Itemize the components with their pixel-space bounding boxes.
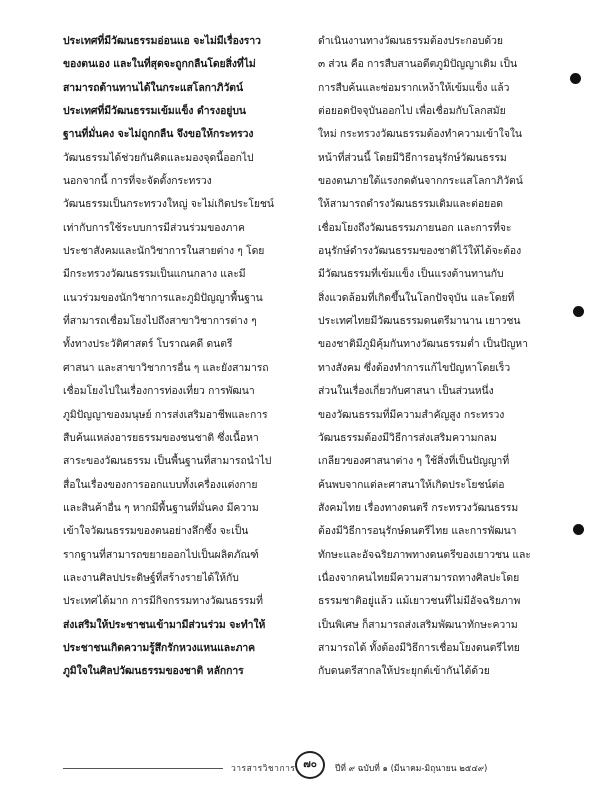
text-line: ประเทศได้มาก การมีกิจกรรมทางวัฒนธรรมที่ [63,595,263,608]
left-text-column [63,30,309,684]
text-line: เชื่อมโยงถึงวัฒนธรรมภายนอก และการที่จะ [318,221,512,234]
text-line: วัฒนธรรมต้องมีวิธีการส่งเสริมความกลม [318,431,497,444]
text-line: ของชาติมีภูมิคุ้มกันทางวัฒนธรรมต่ำ เป็นปัญหา [318,338,528,351]
text-line: ที่สามารถเชื่อมโยงไปถึงสาขาวิชาการต่าง ๆ [63,315,257,328]
text-line: ของตนภายใต้แรงกดดันจากกระแสโลกาภิวัตน์ [318,175,523,188]
text-line: เนื่องจากคนไทยมีความสามารถทางศิลปะโดย [318,571,520,584]
text-line: ประเทศไทยมีวัฒนธรรมดนตรีมานาน เยาวชน [318,315,521,328]
text-line: เกลียวของศาสนาต่าง ๆ ใช้สิ่งที่เป็นปัญญาที่ [318,455,510,468]
page-number: ๗๐ [295,751,325,779]
text-line: ส่วนในเรื่องเกี่ยวกับศาสนา เป็นส่วนหนึ่ง [318,385,494,398]
text-line: ภูมิใจในศิลปวัฒนธรรมของชาติ หลักการ [63,665,244,678]
text-line: ของวัฒนธรรมที่มีความสำคัญสูง กระทรวง [318,408,505,421]
text-line: ให้สามารถดำรงวัฒนธรรมเดิมและต่อยอด [318,198,503,211]
text-line: สามารถต้านทานได้ในกระแสโลกาภิวัตน์ [63,81,244,94]
text-line: มีวัฒนธรรมที่เข้มแข็ง เป็นแรงต้านทานกับ [318,268,504,281]
text-line: ต้องมีวิธีการอนุรักษ์ดนตรีไทย และการพัฒนา [318,525,517,538]
text-line: ดำเนินงานทางวัฒนธรรมต้องประกอบด้วย [318,35,503,47]
text-line: การสืบค้นและซ่อมรากเหง้าให้เข้มแข็ง แล้ว [318,81,510,94]
text-line: วัฒนธรรมได้ช่วยกันคิดและมองจุดนี้ออกไป [63,151,254,164]
text-line: ค้นพบจากแต่ละศาสนาให้เกิดประโยชน์ต่อ [318,478,505,491]
text-line: และงานศิลปประดิษฐ์ที่สร้างรายได้ให้กับ [63,571,239,584]
issue-info: ปีที่ ๙ ฉบับที่ ๑ (มีนาคม-มิถุนายน ๒๕๔๙) [335,764,488,774]
text-line: ประชาสังคมและนักวิชาการในสายต่าง ๆ โดย [63,245,265,258]
text-line: เป็นพิเศษ ก็สามารถส่งเสริมพัฒนาทักษะความ [318,618,518,631]
text-line: ประเทศที่มีวัฒนธรรมเข้มแข็ง ดำรงอยู่บน [63,105,246,118]
text-line: สามารถได้ ทั้งต้องมีวิธีการเชื่อมโยงดนตรีไทย [318,641,520,654]
text-line: สิ่งแวดล้อมที่เกิดขึ้นในโลกปัจจุบัน และโดยที่ [318,291,515,304]
text-line: ของตนเอง และในที่สุดจะถูกกลืนโดยสิ่งที่ไม่ [63,58,256,71]
text-line: ศาสนา และสาขาวิชาการอื่น ๆ และยังสามารถ [63,361,269,374]
text-line: ๓ ส่วน คือ การสืบสานอดีตภูมิปัญญาเดิม เป็น [318,58,518,71]
margin-bullet-1 [570,73,581,84]
text-line: นอกจากนี้ การที่จะจัดตั้งกระทรวง [63,175,212,188]
text-line: ทางสังคม ซึ่งต้องทำการแก้ไขปัญหาโดยเร็ว [318,361,511,374]
text-line: เข้าใจวัฒนธรรมของตนอย่างลึกซึ้ง จะเป็น [63,525,249,538]
text-line: ภูมิปัญญาของมนุษย์ การส่งเสริมอาชีพและการ [63,408,268,421]
text-line: มีกระทรวงวัฒนธรรมเป็นแกนกลาง และมี [63,268,246,281]
text-line: ประชาชนเกิดความรู้สึกรักหวงแหนและภาค [63,641,256,654]
right-text-column [318,30,564,684]
text-line: สาระของวัฒนธรรม เป็นพื้นฐานที่สามารถนำไป [63,455,272,468]
text-line: เท่ากับการใช้ระบบการมีส่วนร่วมของภาค [63,221,245,234]
text-line: ใหม่ กระทรวงวัฒนธรรมต้องทำความเข้าใจใน [318,128,522,141]
text-line: ทักษะและอัจฉริยภาพทางดนตรีของเยาวชน และ [318,548,531,561]
text-line: ประเทศที่มีวัฒนธรรมอ่อนแอ จะไม่มีเรื่องราว [63,35,261,47]
margin-bullet-3 [573,524,584,535]
text-line: ส่งเสริมให้ประชาชนเข้ามามีส่วนร่วม จะทำให้ [63,618,266,631]
text-line: อนุรักษ์ดำรงวัฒนธรรมของชาติไว้ให้ได้จะต้อง [318,245,522,258]
text-line: และสินค้าอื่น ๆ หากมีพื้นฐานที่มั่นคง มีความ [63,501,259,514]
margin-bullet-2 [573,306,584,317]
text-line: กับดนตรีสากลให้ประยุกต์เข้ากันได้ด้วย [318,665,490,678]
text-line: สืบค้นแหล่งอารยธรรมของชนชาติ ซึ่งเนื้อหา [63,431,259,444]
text-line: ทั้งทางประวัติศาสตร์ โบราณคดี ดนตรี [63,338,233,351]
text-line: เชื่อมโยงไปในเรื่องการท่องเที่ยว การพัฒนา [63,385,255,398]
text-line: สื่อในเรื่องของการออกแบบทั้งเครื่องแต่งกาย [63,478,258,491]
text-line: สังคมไทย เรื่องทางดนตรี กระทรวงวัฒนธรรม [318,501,519,514]
text-line: วัฒนธรรมเป็นกระทรวงใหญ่ จะไม่เกิดประโยชน์ [63,198,274,211]
text-line: ฐานที่มั่นคง จะไม่ถูกกลืน จึงขอให้กระทรวง [63,128,254,141]
text-line: รากฐานที่สามารถขยายออกไปเป็นผลิตภัณฑ์ [63,548,259,561]
page-footer [63,757,563,781]
text-line: แนวร่วมของนักวิชาการและภูมิปัญญาพื้นฐาน [63,291,263,304]
text-line: ธรรมชาติอยู่แล้ว แม้เยาวชนที่ไม่มีอัจฉริยภาพ [318,595,521,608]
text-line: หน้าที่ส่วนนี้ โดยมีวิธีการอนุรักษ์วัฒนธรรม [318,151,507,164]
journal-name: วารสารวิชาการ [231,764,296,774]
text-line: ต่อยอดปัจจุบันออกไป เพื่อเชื่อมกับโลกสมัย [318,105,506,118]
footer-rule-left [63,768,223,769]
